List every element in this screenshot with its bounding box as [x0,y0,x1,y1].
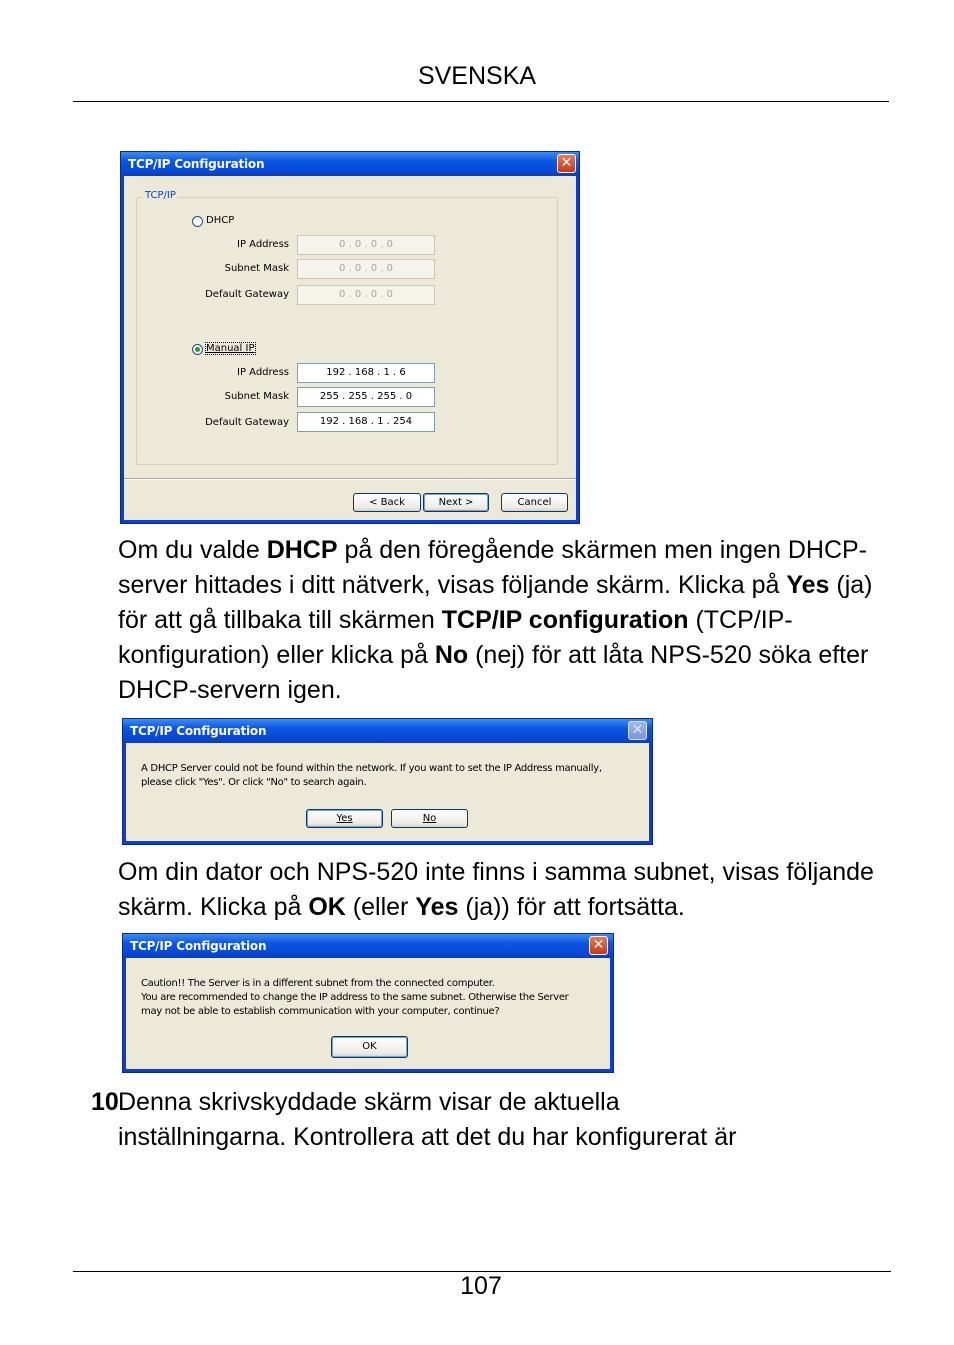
tcpip-config-dialog [120,151,580,524]
dialog-title: TCP/IP Configuration [128,157,265,171]
paragraph-dhcp-not-found [118,533,908,708]
message-line: please click "Yes". Or click "No" to search again. [141,777,367,788]
para1-text-1: Om du valde [118,536,267,564]
tcpip-group-label: TCP/IP [145,190,176,201]
dhcp-mask-label: Subnet Mask [224,263,289,274]
back-button[interactable]: < Back [353,493,421,512]
message-line: may not be able to establish communication with your computer, continue? [141,1006,500,1017]
close-icon[interactable]: ✕ [557,154,576,173]
manual-gateway-label: Default Gateway [205,417,289,428]
next-button[interactable]: Next > [423,493,489,512]
ok-button[interactable]: OK [331,1036,408,1058]
dialog-title: TCP/IP Configuration [130,939,267,953]
subnet-caution-dialog [122,933,614,1073]
dhcp-gateway-label: Default Gateway [205,289,289,300]
dialog-message [141,762,602,790]
manual-mask-label: Subnet Mask [224,391,289,402]
cancel-button[interactable]: Cancel [501,493,568,512]
no-button[interactable]: No [391,809,468,828]
manual-ip-label: IP Address [237,367,289,378]
dialog-titlebar [123,934,613,958]
para2-text-2: (eller [345,893,416,921]
manual-ip-field[interactable]: 192 . 168 . 1 . 6 [297,363,435,383]
dhcp-radio[interactable] [192,216,203,227]
message-line: A DHCP Server could not be found within the network. If you want to set the IP Address manually, [141,763,602,774]
dhcp-ip-label: IP Address [237,239,289,250]
manual-ip-radio-label: Manual IP [206,343,255,354]
manual-mask-field[interactable]: 255 . 255 . 255 . 0 [297,387,435,407]
dhcp-mask-field: 0 . 0 . 0 . 0 [297,259,435,279]
dialog-body [126,958,610,1069]
para2-bold-yes: Yes [415,893,459,921]
button-separator [124,478,576,480]
manual-gateway-field[interactable]: 192 . 168 . 1 . 254 [297,412,435,432]
message-line: Caution!! The Server is in a different subnet from the connected computer. [141,978,495,989]
para1-bold-yes: Yes [786,571,830,599]
page-number: 107 [460,1272,502,1300]
dialog-titlebar [123,719,652,743]
message-line: You are recommended to change the IP address to the same subnet. Otherwise the Server [141,992,569,1003]
para2-text-1: Om din dator och NPS-520 inte finns i samma subnet, visas följande skärm. Klicka på [118,858,874,921]
manual-ip-radio[interactable] [192,344,203,355]
para1-text-3: (ja) för att gå tillbaka till skärmen [118,571,873,634]
dhcp-not-found-dialog [122,718,653,845]
para1-bold-no: No [434,641,469,669]
para1-bold-tcpip: TCP/IP configuration [441,606,689,634]
para1-text-5: (nej) för att låta NPS-520 söka efter DHCP-servern igen. [118,641,869,704]
dialog-title: TCP/IP Configuration [130,724,267,738]
step-10-text [118,1085,908,1155]
para2-bold-ok: OK [308,893,346,921]
paragraph-different-subnet [118,855,908,925]
para1-text-2: på den föregående skärmen men ingen DHCP-server hittades i ditt nätverk, visas följande skärm. Klicka på [118,536,867,599]
dhcp-radio-label: DHCP [206,215,235,226]
yes-button[interactable]: Yes [306,809,383,828]
dialog-body [124,176,576,520]
page-header-title: SVENSKA [417,62,537,90]
header-rule [73,101,889,102]
dhcp-ip-field: 0 . 0 . 0 . 0 [297,235,435,255]
dialog-body [126,743,649,841]
step-number: 10 [91,1088,119,1116]
close-icon[interactable]: ✕ [589,936,608,955]
dialog-titlebar [121,152,579,176]
close-icon: ✕ [628,721,647,740]
step-10-line: inställningarna. Kontrollera att det du har konfigurerat är [118,1123,737,1151]
para1-bold-dhcp: DHCP [266,536,338,564]
step-10-line: Denna skrivskyddade skärm visar de aktuella [118,1088,620,1116]
dialog-message [141,977,569,1019]
para2-text-3: (ja)) för att fortsätta. [458,893,685,921]
dhcp-gateway-field: 0 . 0 . 0 . 0 [297,285,435,305]
para1-text-4: (TCP/IP-konfiguration) eller klicka på [118,606,793,669]
